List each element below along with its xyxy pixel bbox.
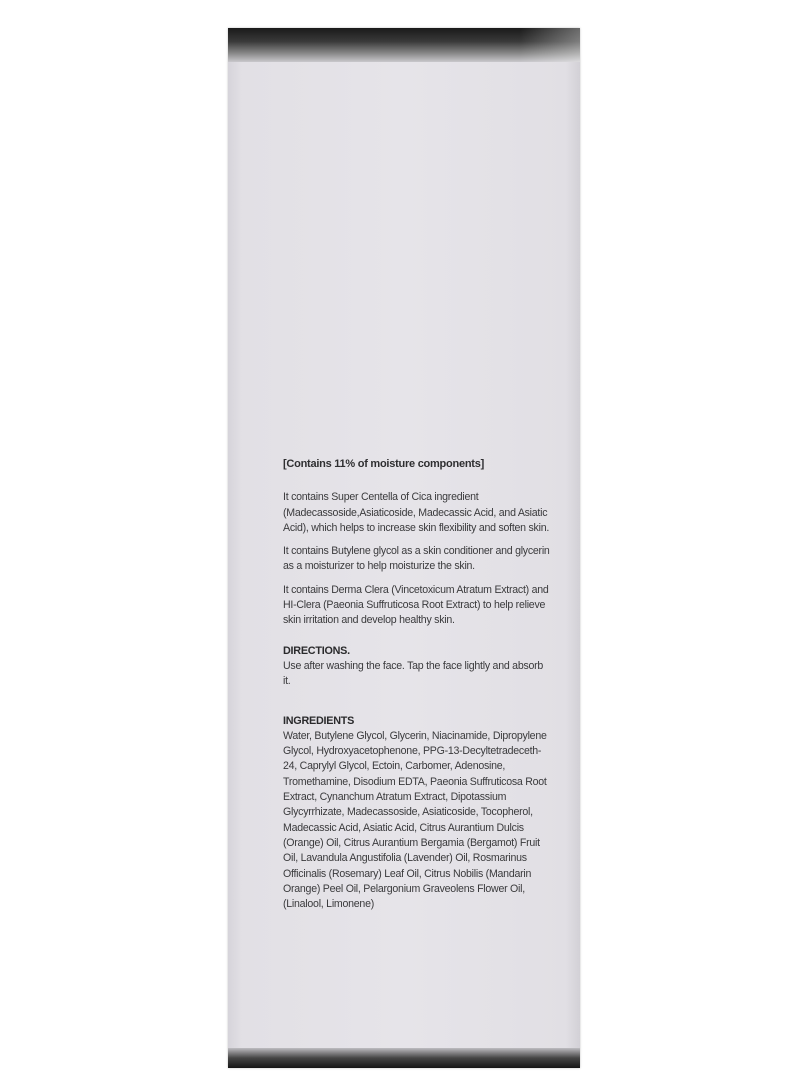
box-top-edge — [228, 28, 580, 62]
directions-body: Use after washing the face. Tap the face lightly and absorb it. — [283, 659, 544, 688]
ingredients-title: INGREDIENTS — [283, 714, 355, 727]
label-text-panel — [283, 457, 553, 912]
description-paragraph-3: It contains Derma Clera (Vincetoxicum Atratum Extract) and HI-Clera (Paeonia Suffruticosa Root Extract) to help relieve skin irritation and develop healthy skin. — [283, 583, 549, 627]
directions-title: DIRECTIONS. — [283, 644, 350, 657]
ingredients-body: Water, Butylene Glycol, Glycerin, Niacinamide, Dipropylene Glycol, Hydroxyacetophenone, PPG-13-Decyltetradeceth-24, Caprylyl Glycol, Ectoin, Carbomer, Adenosine, Tromethamine, Disodium EDTA, Paeonia Suffruticosa Root Extract, Cynanchum Atratum Extract, Dipotassium Glycyrrhizate, Madecassoside, Asiaticoside, Tocopherol, Madecassic Acid, Asiatic Acid, Citrus Aurantium Dulcis (Orange) Oil, Citrus Aurantium Bergamia (Bergamot) Fruit Oil, Lavandula Angustifolia (Lavender) Oil, Rosmarinus Officinalis (Rosemary) Leaf Oil, Citrus Nobilis (Mandarin Orange) Peel Oil, Pelargonium Graveolens Flower Oil, (Linalool, Limonene) — [283, 729, 547, 911]
box-bottom-edge — [228, 1048, 580, 1068]
moisture-headline: [Contains 11% of moisture components] — [283, 458, 484, 470]
description-paragraph-1: It contains Super Centella of Cica ingredient (Madecassoside,Asiaticoside, Madecassic Acid, and Asiatic Acid), which helps to increase skin flexibility and soften skin. — [283, 491, 550, 534]
description-paragraph-2: It contains Butylene glycol as a skin conditioner and glycerin as a moisturizer to help moisturize the skin. — [283, 545, 550, 573]
